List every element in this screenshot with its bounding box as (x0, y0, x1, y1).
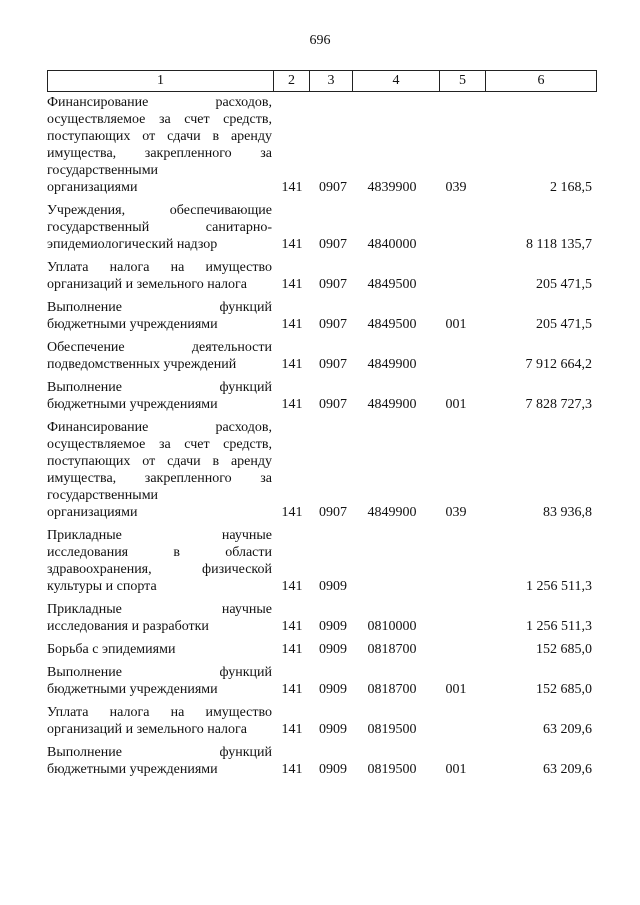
description-line: бюджетными учреждениями (47, 397, 218, 412)
table-row (47, 641, 592, 658)
cell-c6: 63 209,6 (543, 762, 592, 777)
description-line: имущества, закрепленного за (47, 471, 272, 486)
description-line: эпидемиологический надзор (47, 237, 218, 252)
cell-c6: 1 256 511,3 (526, 619, 592, 634)
cell-c3: 0907 (319, 237, 347, 252)
cell-c3: 0907 (319, 277, 347, 292)
table-row (47, 704, 592, 738)
cell-c4: 4840000 (367, 237, 417, 252)
description-line: Учреждения, обеспечивающие (47, 203, 272, 218)
cell-c6: 2 168,5 (550, 180, 592, 195)
cell-c6: 7 828 727,3 (525, 397, 592, 412)
cell-c2: 141 (281, 642, 303, 657)
cell-c6: 63 209,6 (543, 722, 592, 737)
header-col-3: 3 (310, 71, 353, 92)
description-line: Выполнение функций (47, 380, 272, 395)
table-row (47, 259, 592, 293)
cell-c4: 0818700 (367, 682, 417, 697)
row-description (47, 527, 272, 595)
description-line: государственными (47, 163, 159, 178)
description-line: бюджетными учреждениями (47, 762, 218, 777)
description-line: подведомственных учреждений (47, 357, 237, 372)
cell-c2: 141 (281, 397, 303, 412)
description-line: Обеспечение деятельности (47, 340, 272, 355)
cell-c2: 141 (281, 579, 303, 594)
cell-c4: 0819500 (367, 762, 417, 777)
cell-c3: 0909 (319, 619, 347, 634)
row-description (47, 202, 272, 253)
cell-c3: 0909 (319, 642, 347, 657)
description-line: организаций и земельного налога (47, 722, 247, 737)
cell-c3: 0907 (319, 317, 347, 332)
column-header-table (47, 70, 597, 92)
row-description (47, 704, 272, 738)
description-line: Борьба с эпидемиями (47, 642, 176, 657)
cell-c2: 141 (281, 180, 303, 195)
cell-c4: 0810000 (367, 619, 417, 634)
description-line: исследования и разработки (47, 619, 209, 634)
budget-rows (47, 94, 592, 784)
cell-c2: 141 (281, 682, 303, 697)
row-description (47, 339, 272, 373)
header-col-4: 4 (353, 71, 440, 92)
cell-c6: 7 912 664,2 (525, 357, 592, 372)
header-col-5: 5 (440, 71, 486, 92)
cell-c2: 141 (281, 277, 303, 292)
description-line: имущества, закрепленного за (47, 146, 272, 161)
header-col-6: 6 (486, 71, 597, 92)
row-description (47, 259, 272, 293)
row-description (47, 641, 272, 658)
cell-c3: 0909 (319, 579, 347, 594)
cell-c4: 4849900 (367, 397, 417, 412)
description-line: здравоохранения, физической (47, 562, 272, 577)
description-line: Финансирование расходов, (47, 95, 272, 110)
cell-c4: 4849500 (367, 317, 417, 332)
cell-c2: 141 (281, 619, 303, 634)
cell-c6: 1 256 511,3 (526, 579, 592, 594)
table-row (47, 664, 592, 698)
cell-c6: 152 685,0 (536, 682, 592, 697)
description-line: Выполнение функций (47, 665, 272, 680)
cell-c5: 039 (445, 505, 467, 520)
cell-c5: 039 (445, 180, 467, 195)
page-number: 696 (309, 33, 331, 48)
description-line: Уплата налога на имущество (47, 260, 272, 275)
description-line: Выполнение функций (47, 300, 272, 315)
header-col-1: 1 (48, 71, 274, 92)
description-line: осуществляемое за счет средств, (47, 437, 272, 452)
description-line: осуществляемое за счет средств, (47, 112, 272, 127)
cell-c3: 0907 (319, 357, 347, 372)
cell-c4: 4849900 (367, 505, 417, 520)
description-line: Финансирование расходов, (47, 420, 272, 435)
cell-c5: 001 (445, 682, 467, 697)
table-row (47, 744, 592, 778)
cell-c4: 4839900 (367, 180, 417, 195)
description-line: организациями (47, 505, 138, 520)
row-description (47, 299, 272, 333)
table-row (47, 339, 592, 373)
description-line: организаций и земельного налога (47, 277, 247, 292)
cell-c6: 152 685,0 (536, 642, 592, 657)
cell-c2: 141 (281, 237, 303, 252)
cell-c4: 4849900 (367, 357, 417, 372)
cell-c6: 205 471,5 (536, 317, 592, 332)
table-row (47, 419, 592, 521)
row-description (47, 744, 272, 778)
cell-c4: 4849500 (367, 277, 417, 292)
row-description (47, 601, 272, 635)
row-description (47, 94, 272, 196)
description-line: государственный санитарно- (47, 220, 272, 235)
table-row (47, 202, 592, 253)
cell-c3: 0909 (319, 722, 347, 737)
cell-c3: 0907 (319, 180, 347, 195)
cell-c2: 141 (281, 317, 303, 332)
cell-c6: 205 471,5 (536, 277, 592, 292)
cell-c5: 001 (445, 317, 467, 332)
table-row (47, 299, 592, 333)
cell-c4: 0819500 (367, 722, 417, 737)
description-line: Прикладные научные (47, 602, 272, 617)
description-line: исследования в области (47, 545, 272, 560)
description-line: бюджетными учреждениями (47, 682, 218, 697)
cell-c2: 141 (281, 722, 303, 737)
cell-c3: 0907 (319, 397, 347, 412)
description-line: Прикладные научные (47, 528, 272, 543)
cell-c2: 141 (281, 357, 303, 372)
cell-c2: 141 (281, 762, 303, 777)
row-description (47, 419, 272, 521)
description-line: Уплата налога на имущество (47, 705, 272, 720)
description-line: организациями (47, 180, 138, 195)
cell-c2: 141 (281, 505, 303, 520)
header-col-2: 2 (274, 71, 310, 92)
cell-c5: 001 (445, 762, 467, 777)
cell-c3: 0907 (319, 505, 347, 520)
description-line: бюджетными учреждениями (47, 317, 218, 332)
row-description (47, 379, 272, 413)
cell-c3: 0909 (319, 762, 347, 777)
cell-c6: 83 936,8 (543, 505, 592, 520)
table-row (47, 601, 592, 635)
table-row (47, 527, 592, 595)
description-line: поступающих от сдачи в аренду (47, 129, 272, 144)
description-line: государственными (47, 488, 159, 503)
cell-c5: 001 (445, 397, 467, 412)
description-line: поступающих от сдачи в аренду (47, 454, 272, 469)
row-description (47, 664, 272, 698)
description-line: культуры и спорта (47, 579, 157, 594)
table-row (47, 379, 592, 413)
cell-c4: 0818700 (367, 642, 417, 657)
table-row (47, 94, 592, 196)
description-line: Выполнение функций (47, 745, 272, 760)
cell-c3: 0909 (319, 682, 347, 697)
cell-c6: 8 118 135,7 (526, 237, 592, 252)
